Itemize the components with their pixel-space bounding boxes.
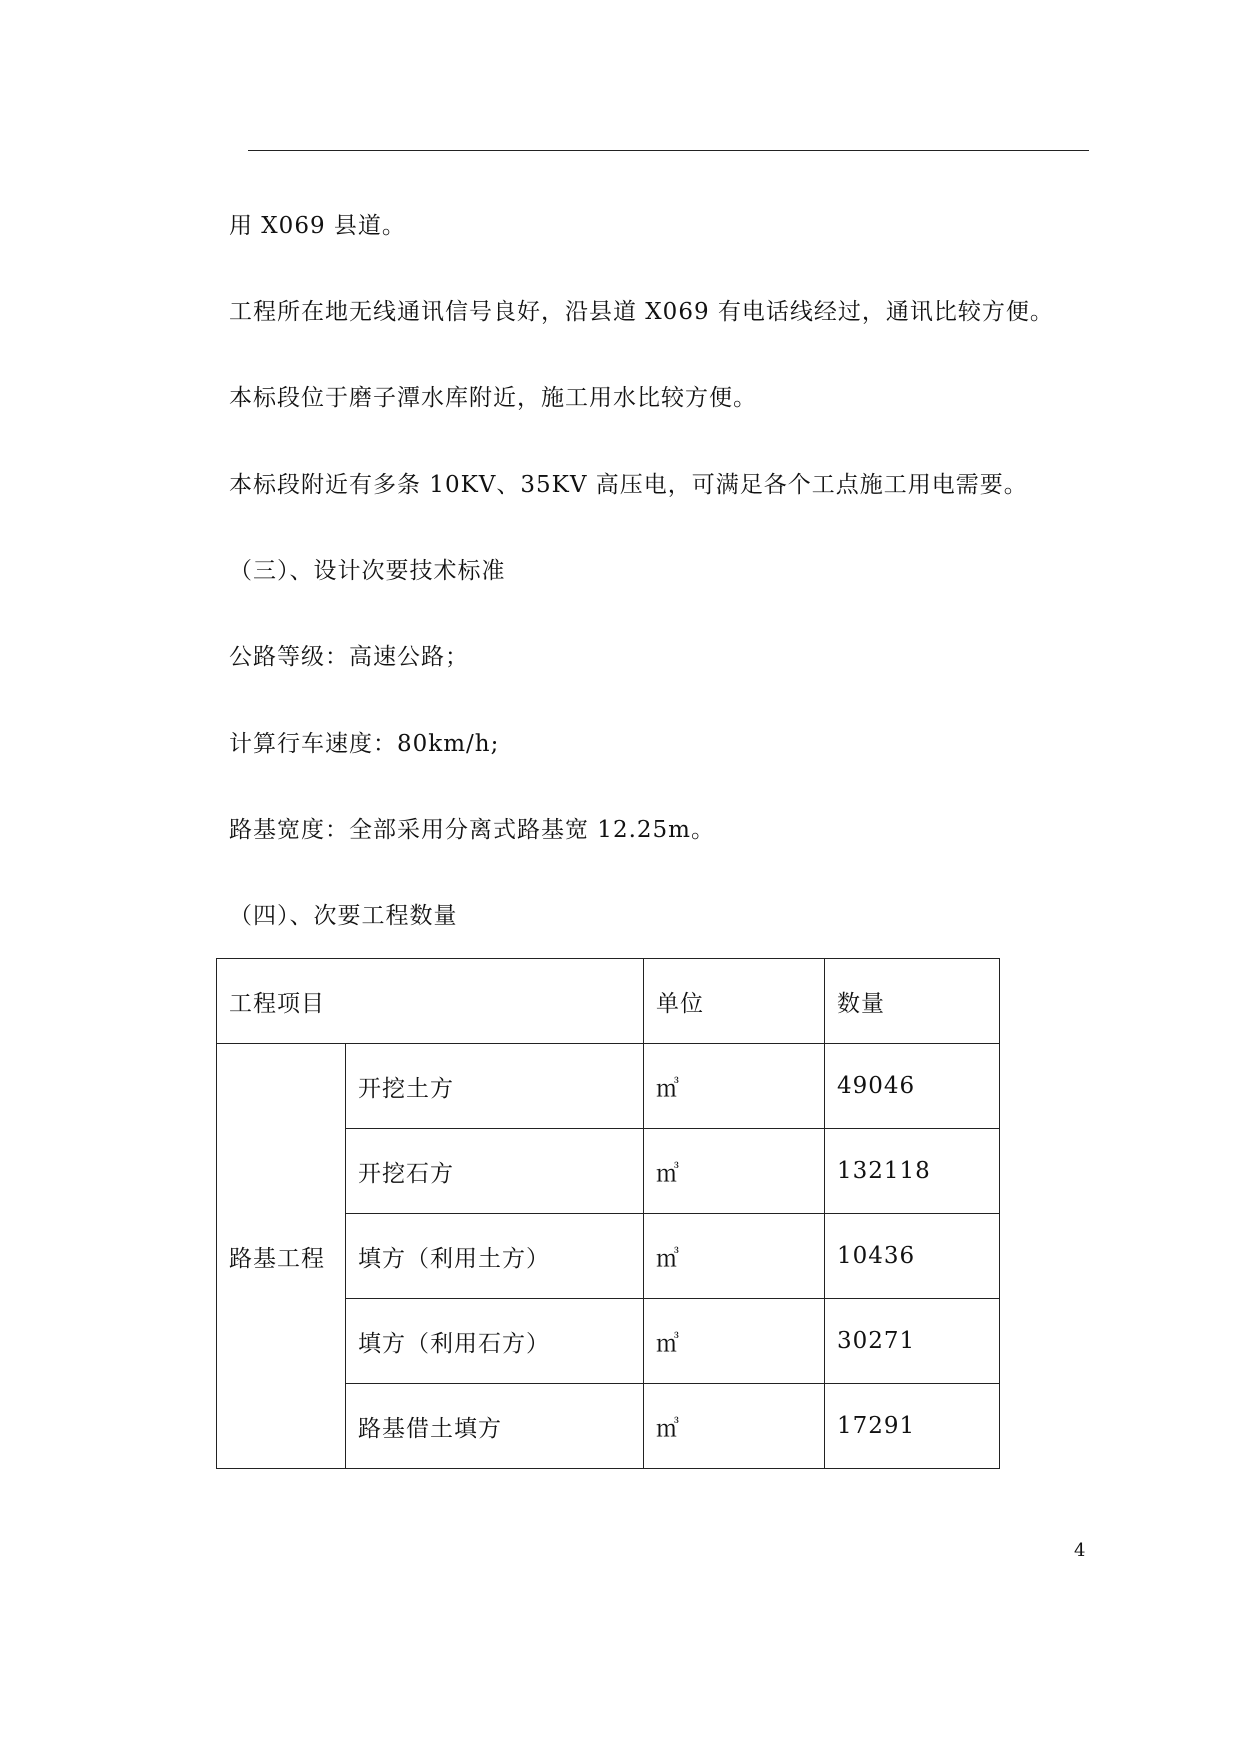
section-heading-technical-standards: （三）、设计次要技术标准: [229, 558, 506, 584]
row-unit: ㎥: [644, 1129, 825, 1214]
row-quantity: 49046: [825, 1044, 1000, 1129]
row-unit: ㎥: [644, 1299, 825, 1384]
page-number: 4: [1074, 1540, 1086, 1561]
section-heading-quantities: （四）、次要工程数量: [229, 903, 458, 929]
header-item: 工程项目: [217, 959, 644, 1044]
paragraph-water-supply: 本标段位于磨子潭水库附近，施工用水比较方便。: [229, 385, 757, 411]
row-name: 填方（利用石方）: [346, 1299, 644, 1384]
row-name: 填方（利用土方）: [346, 1214, 644, 1299]
row-quantity: 30271: [825, 1299, 1000, 1384]
header-rule: [248, 150, 1089, 151]
paragraph-road-access: 用 X069 县道。: [229, 213, 406, 239]
paragraph-communication: 工程所在地无线通讯信号良好，沿县道 X069 有电话线经过，通讯比较方便。: [229, 299, 1054, 325]
paragraph-road-grade: 公路等级：高速公路；: [229, 644, 469, 670]
header-unit: 单位: [644, 959, 825, 1044]
row-name: 路基借土填方: [346, 1384, 644, 1469]
paragraph-roadbed-width: 路基宽度：全部采用分离式路基宽 12.25m。: [229, 817, 715, 843]
row-quantity: 132118: [825, 1129, 1000, 1214]
row-quantity: 10436: [825, 1214, 1000, 1299]
row-name: 开挖土方: [346, 1044, 644, 1129]
table-row: [217, 1044, 1000, 1129]
paragraph-design-speed: 计算行车速度：80km/h;: [229, 731, 500, 757]
row-unit: ㎥: [644, 1214, 825, 1299]
quantities-table: [216, 958, 1000, 1469]
paragraph-power-supply: 本标段附近有多条 10KV、35KV 高压电，可满足各个工点施工用电需要。: [229, 472, 1028, 498]
row-unit: ㎥: [644, 1384, 825, 1469]
header-quantity: 数量: [825, 959, 1000, 1044]
row-unit: ㎥: [644, 1044, 825, 1129]
row-name: 开挖石方: [346, 1129, 644, 1214]
table-header-row: [217, 959, 1000, 1044]
group-label-roadbed: 路基工程: [217, 1044, 346, 1469]
row-quantity: 17291: [825, 1384, 1000, 1469]
